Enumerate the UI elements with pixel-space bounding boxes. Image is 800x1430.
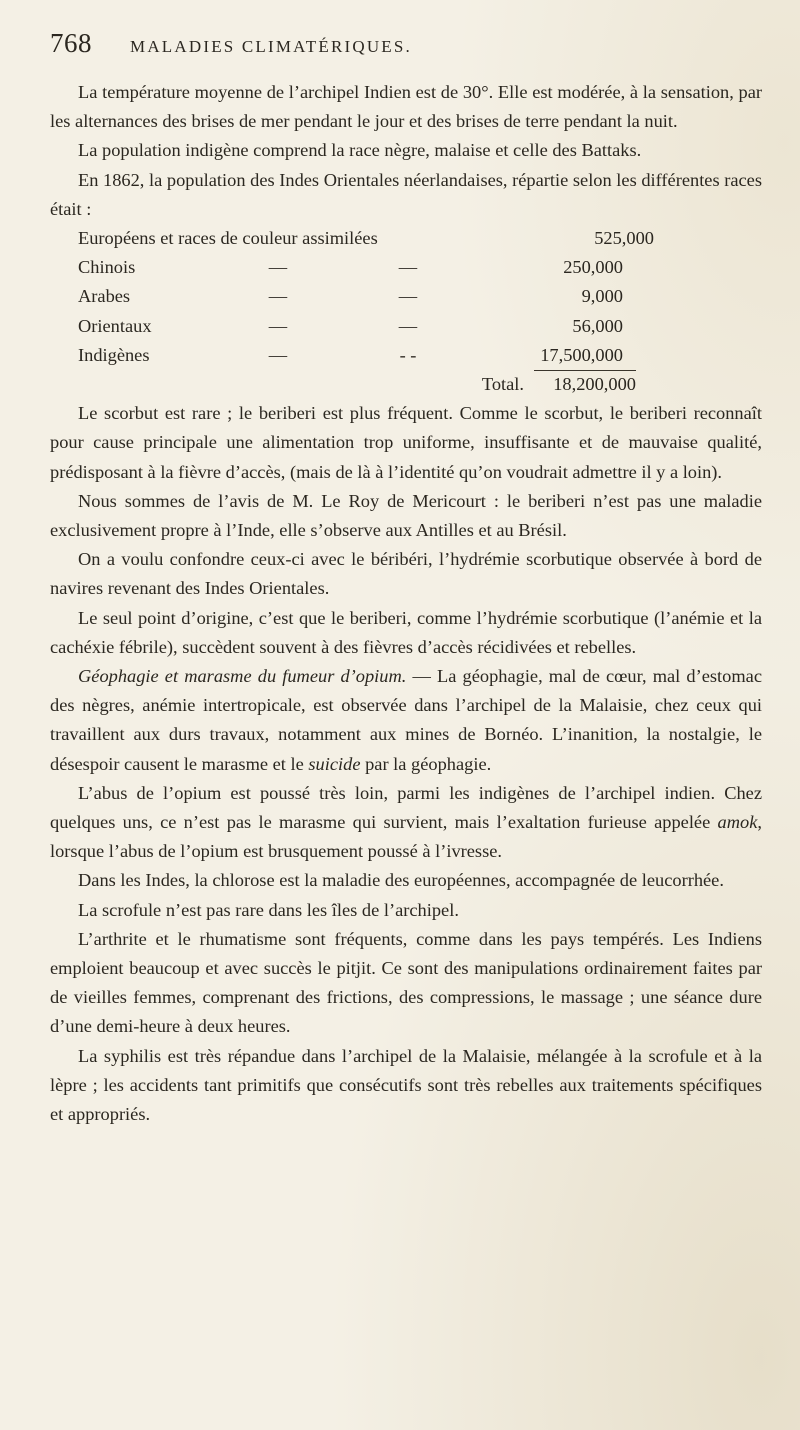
ditto-mark: — xyxy=(398,315,418,336)
table-row xyxy=(50,224,762,253)
page-content xyxy=(50,28,762,1129)
running-title: MALADIES CLIMATÉRIQUES. xyxy=(130,37,412,56)
paragraph-geophagie xyxy=(50,662,762,779)
opium-text: L’abus de l’opium est poussé très loin, parmi les indigènes de l’archipel indien. Chez quelques uns, ce n’est pas le marasme qui survient, mais l’exaltation furieuse appelée xyxy=(50,782,762,832)
table-row xyxy=(50,282,762,311)
paragraph-origin: Le seul point d’origine, c’est que le beriberi, comme l’hydrémie scorbutique (l’anémie et la cachéxie fébrile), succèdent souvent à des fièvres d’accès récidivées et rebelles. xyxy=(50,607,762,657)
race-label: Européens et races de couleur assimilées xyxy=(78,228,378,249)
total-label: Total. xyxy=(481,373,524,394)
paragraph-chlorose: Dans les Indes, la chlorose est la maladie des européennes, accompagnée de leucorrhée. xyxy=(78,870,724,891)
paragraph-temperature: La température moyenne de l’archipel Indien est de 30°. Elle est modérée, à la sensation, par les alternances des brises de mer pendant le jour et des brises de terre pendant la nuit. xyxy=(50,82,762,132)
paragraph-opium xyxy=(50,779,762,867)
page-number: 768 xyxy=(50,28,92,58)
ditto-mark: — xyxy=(398,257,418,278)
ditto-mark: — xyxy=(398,286,418,307)
table-row xyxy=(50,341,762,370)
opium-text-end: , lorsque l’abus de l’opium est brusquement poussé à l’ivresse. xyxy=(50,811,762,862)
paragraph-population-intro: En 1862, la population des Indes Orientales néerlandaises, répartie selon les différentes races était : xyxy=(50,169,762,219)
paragraph-arthrite: L’arthrite et le rhumatisme sont fréquents, comme dans les pays tempérés. Les Indiens emploient beaucoup et avec succès le pitjit. Ce sont des manipulations ordinairement faites par de vieilles femmes, comprenant des frictions, des compressions, le massage ; une séance dure d’une demi-heure à deux heures. xyxy=(50,928,762,1037)
paragraph-le-roy: Nous sommes de l’avis de M. Le Roy de Mericourt : le beriberi n’est pas une maladie exclusivement propre à l’Inde, elle s’observe aux Antilles et au Brésil. xyxy=(50,490,762,540)
ditto-mark: — xyxy=(268,257,288,278)
ditto-mark: — xyxy=(268,344,288,365)
geophagie-text: — La géophagie, mal de cœur, mal d’estomac des nègres, anémie intertropicale, est observée dans l’archipel de la Malaisie, chez ceux qui travaillent aux durs travaux, notamment aux mines de Bornéo. L’inanition, la nostalgie, le désespoir causent le marasme et le xyxy=(50,665,762,774)
paragraph-confusion: On a voulu confondre ceux-ci avec le béribéri, l’hydrémie scorbutique observée à bord de navires revenant des Indes Orientales. xyxy=(50,549,762,599)
race-value: 9,000 xyxy=(581,286,623,307)
race-label: Orientaux xyxy=(78,315,152,336)
population-table xyxy=(50,224,762,399)
race-value: 17,500,000 xyxy=(540,344,623,365)
table-total-row xyxy=(50,370,762,399)
paragraph-syphilis: La syphilis est très répandue dans l’archipel de la Malaisie, mélangée à la scrofule et à la lèpre ; les accidents tant primitifs que consécutifs sont très rebelles aux traitements spécifiques et appropriés. xyxy=(50,1045,762,1125)
amok-emphasis: amok xyxy=(717,811,758,832)
race-value: 525,000 xyxy=(594,228,654,249)
ditto-mark: — xyxy=(268,315,288,336)
paragraph-scorbut: Le scorbut est rare ; le beriberi est plus fréquent. Comme le scorbut, le beriberi reconnaît pour cause principale une alimentation trop uniforme, insuffisante et de mauvaise qualité, prédisposant à la fièvre d’accès, (mais de là à l’identité qu’on voudrait admettre il y a loin). xyxy=(50,403,762,482)
ditto-mark: — xyxy=(268,286,288,307)
suicide-emphasis: suicide xyxy=(308,753,361,774)
total-value: 18,200,000 xyxy=(534,370,636,399)
race-label: Indigènes xyxy=(78,344,150,365)
section-heading-geophagie: Géophagie et marasme du fumeur d’opium. xyxy=(78,665,407,686)
race-label: Arabes xyxy=(78,286,131,307)
body-text xyxy=(50,78,762,1129)
race-value: 56,000 xyxy=(572,315,623,336)
ditto-mark: - - xyxy=(399,344,417,365)
paragraph-population-races: La population indigène comprend la race nègre, malaise et celle des Battaks. xyxy=(78,140,642,161)
running-head xyxy=(50,28,762,72)
paragraph-scrofule: La scrofule n’est pas rare dans les îles de l’archipel. xyxy=(78,899,459,920)
race-label: Chinois xyxy=(78,257,136,278)
table-row xyxy=(50,312,762,341)
geophagie-text-end: par la géophagie. xyxy=(360,753,492,774)
race-value: 250,000 xyxy=(563,257,623,278)
table-row xyxy=(50,253,762,282)
